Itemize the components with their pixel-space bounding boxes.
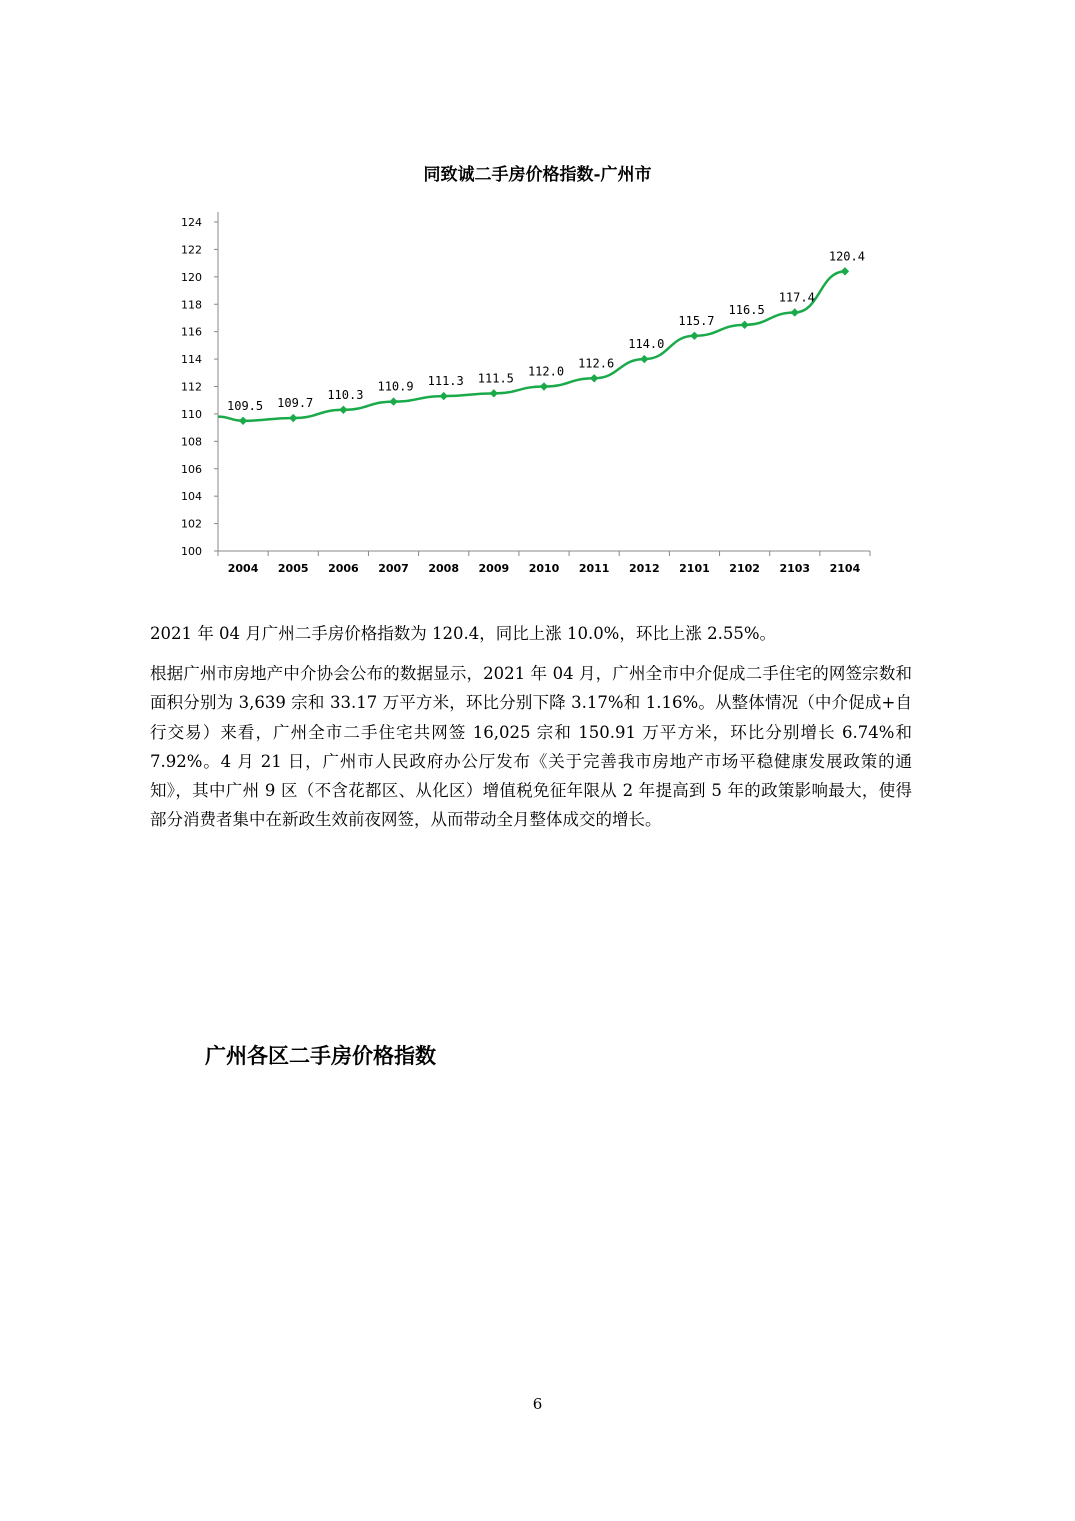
data-label: 116.5 xyxy=(728,302,765,317)
price-index-line-chart xyxy=(160,205,880,590)
x-tick-label: 2011 xyxy=(578,562,610,575)
y-tick-label: 112 xyxy=(181,380,202,394)
data-point xyxy=(239,417,247,425)
detail-paragraph: 根据广州市房地产中介协会公布的数据显示，2021 年 04 月，广州全市中介促成二手住宅的网签宗数和面积分别为 3,639 宗和 33.17 万平方米，环比分别下降 3.17%和 1.16%。从整体情况（中介促成+自行交易）来看，广州全市二手住宅共网签 16,025 宗和 150.91 万平方米，环比分别增长 6.74%和 7.92%。4 月 21 日，广州市人民政府办公厅发布《关于完善我市房地产市场平稳健康发展政策的通知》，其中广州 9 区（不含花都区、从化区）增值税免征年限从 2 年提高到 5 年的政策影响最大，使得部分消费者集中在新政生效前夜网签，从而带动全月整体成交的增长。 xyxy=(150,664,912,830)
data-label: 110.3 xyxy=(327,387,364,402)
x-tick-label: 2102 xyxy=(729,562,760,575)
y-tick-label: 116 xyxy=(181,325,202,339)
data-label: 112.0 xyxy=(527,364,565,379)
x-axis-ticks xyxy=(218,551,870,575)
data-point xyxy=(640,355,648,363)
data-label: 109.5 xyxy=(227,398,264,413)
data-point xyxy=(490,389,498,397)
data-label: 112.6 xyxy=(578,356,615,371)
data-label: 111.5 xyxy=(477,371,514,386)
data-label: 117.4 xyxy=(778,290,815,305)
y-tick-label: 110 xyxy=(181,407,202,421)
data-point xyxy=(590,374,598,382)
x-tick-label: 2008 xyxy=(428,562,460,575)
summary-paragraph: 2021 年 04 月广州二手房价格指数为 120.4，同比上涨 10.0%，环比上涨 2.55%。 xyxy=(150,624,777,643)
data-point xyxy=(389,397,397,405)
y-tick-label: 122 xyxy=(181,243,202,257)
data-point xyxy=(740,321,748,329)
data-point xyxy=(791,308,799,316)
x-tick-label: 2007 xyxy=(378,562,409,575)
chart-title: 同致诚二手房价格指数-广州市 xyxy=(423,165,652,185)
y-tick-label: 104 xyxy=(181,490,202,504)
y-tick-label: 120 xyxy=(181,270,202,284)
y-axis-ticks xyxy=(181,216,218,558)
data-label: 110.9 xyxy=(377,379,414,394)
x-tick-label: 2104 xyxy=(829,562,861,575)
y-tick-label: 106 xyxy=(181,462,202,476)
x-tick-label: 2006 xyxy=(328,562,359,575)
y-tick-label: 124 xyxy=(181,216,202,229)
y-tick-label: 114 xyxy=(181,353,202,367)
x-tick-label: 2101 xyxy=(679,562,710,575)
data-label: 114.0 xyxy=(628,337,665,352)
x-tick-label: 2004 xyxy=(227,562,259,575)
data-label: 120.4 xyxy=(828,249,865,264)
x-tick-label: 2005 xyxy=(277,562,309,575)
page-number: 6 xyxy=(532,1395,543,1413)
data-point xyxy=(841,267,849,275)
data-label: 111.3 xyxy=(427,374,464,389)
y-tick-label: 102 xyxy=(181,517,202,531)
data-point xyxy=(540,382,548,390)
data-point xyxy=(439,392,447,400)
data-point xyxy=(289,414,297,422)
data-point xyxy=(339,406,347,414)
data-point xyxy=(690,332,698,340)
x-tick-label: 2103 xyxy=(779,562,811,575)
y-tick-label: 108 xyxy=(181,435,202,449)
chart-axes xyxy=(218,212,870,551)
section-heading: 广州各区二手房价格指数 xyxy=(205,1044,436,1068)
x-tick-label: 2009 xyxy=(478,562,510,575)
data-label: 115.7 xyxy=(678,313,715,328)
x-tick-label: 2012 xyxy=(628,562,660,575)
y-tick-label: 118 xyxy=(181,298,202,312)
data-label: 109.7 xyxy=(277,396,314,411)
y-tick-label: 100 xyxy=(181,545,202,558)
x-tick-label: 2010 xyxy=(528,562,560,575)
